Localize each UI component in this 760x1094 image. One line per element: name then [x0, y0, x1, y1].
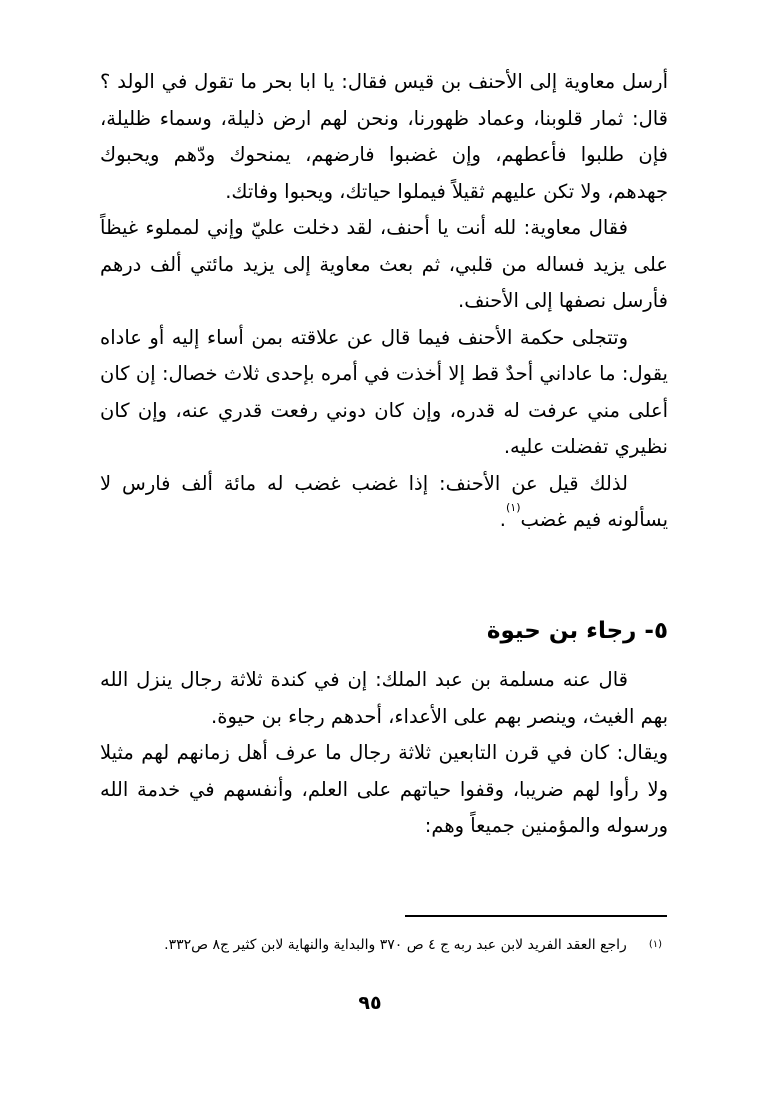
footnote-text: راجع العقد الفريد لابن عبد ربه ج ٤ ص ٣٧٠ والبداية والنهاية لابن كثير ج٨ ص٣٣٢.: [164, 937, 627, 953]
paragraph-6: ويقال: كان في قرن التابعين ثلاثة رجال ما عرف أهل زمانهم لهم مثيلا ولا رأوا لهم ضريبا، وقفوا حياتهم على العلم، وأنفسهم في خدمة الله ورسوله والمؤمنين جميعاً وهم:: [100, 741, 668, 837]
footnote-reference[interactable]: (١): [505, 501, 521, 514]
paragraph-3: وتتجلى حكمة الأحنف فيما قال عن علاقته بمن أساء إليه أو عاداه يقول: ما عاداني أحدٌ قط إلا أخذت في أمره بإحدى ثلاث خصال: إن كان أعلى مني عرفت له قدره، وإن كان دوني رفعت قدري عنه، وإن كان نظيري تفضلت عليه.: [100, 325, 668, 458]
paragraph-4-period: .: [499, 508, 506, 531]
paragraph-4-text: لذلك قيل عن الأحنف: إذا غضب غضب له مائة ألف فارس لا يسألونه فيم غضب: [100, 471, 668, 531]
text-block-top: [100, 64, 668, 539]
paragraph-5: قال عنه مسلمة بن عبد الملك: إن في كندة ثلاثة رجال ينزل الله بهم الغيث، وينصر بهم على الأعداء، أحدهم رجاء بن حيوة.: [100, 668, 668, 728]
section-heading: ٥- رجاء بن حيوة: [486, 618, 668, 644]
footnote-marker: (١): [648, 939, 662, 950]
footnote: [100, 928, 662, 962]
paragraph-2: فقال معاوية: لله أنت يا أحنف، لقد دخلت عليّ وإني لمملوء غيظاً على يزيد فساله من قلبي، ثم بعث معاوية إلى يزيد مائتي ألف درهم فأرسل نصفها إلى الأحنف.: [100, 216, 668, 312]
text-block-bottom: [100, 662, 668, 845]
paragraph-1: أرسل معاوية إلى الأحنف بن قيس فقال: يا ابا بحر ما تقول في الولد ؟ قال: ثمار قلوبنا، وعماد ظهورنا، ونحن لهم ارض ذليلة، وسماء ظليلة، فإن طلبوا فأعطهم، وإن غضبوا فارضهم، يمنحوك ودّهم ويحبوك جهدهم، ولا تكن عليهم ثقيلاً فيملوا حياتك، ويحبوا وفاتك.: [100, 70, 668, 203]
paragraph-4: [100, 466, 668, 539]
footnote-divider: [405, 915, 667, 917]
page-number: ٩٥: [358, 992, 382, 1014]
